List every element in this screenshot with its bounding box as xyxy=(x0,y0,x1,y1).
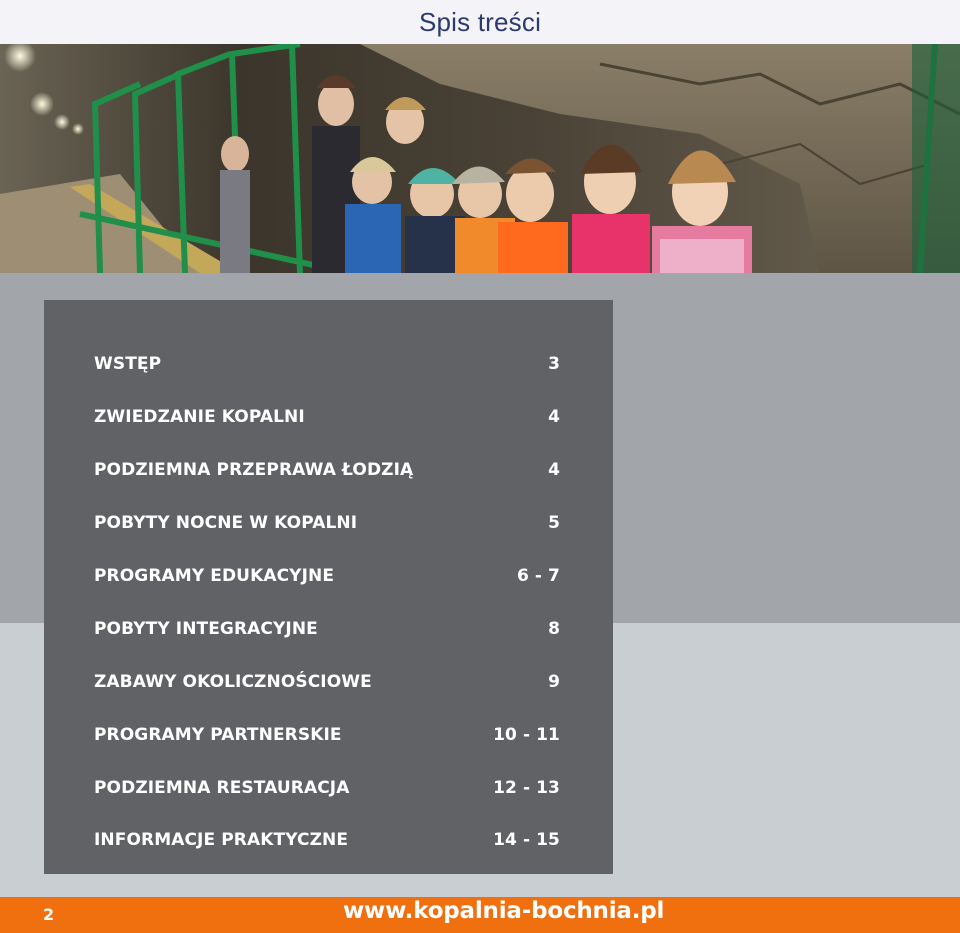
toc-item-page: 14 - 15 xyxy=(493,830,560,851)
toc-item-page: 6 - 7 xyxy=(516,566,560,586)
toc-item[interactable] xyxy=(94,391,560,444)
toc-item[interactable] xyxy=(94,761,560,814)
page-number: 2 xyxy=(43,905,55,924)
toc-item-page: 8 xyxy=(548,618,560,639)
toc-item-page: 10 - 11 xyxy=(493,724,560,745)
toc-item[interactable] xyxy=(94,814,560,867)
toc-item-page: 5 xyxy=(548,513,560,534)
toc-item[interactable] xyxy=(94,550,560,603)
header-photo xyxy=(0,44,960,273)
website-link[interactable]: www.kopalnia-bochnia.pl xyxy=(343,898,665,924)
toc-item-label: PROGRAMY EDUKACYJNE xyxy=(94,566,335,586)
table-of-contents xyxy=(44,300,613,874)
toc-item-label: ZABAWY OKOLICZNOŚCIOWE xyxy=(94,671,372,692)
toc-item[interactable] xyxy=(94,497,560,550)
page-header xyxy=(0,0,960,44)
toc-item[interactable] xyxy=(94,655,560,708)
toc-item[interactable] xyxy=(94,602,560,655)
toc-item-label: POBYTY NOCNE W KOPALNI xyxy=(94,513,358,534)
toc-item-label: PODZIEMNA PRZEPRAWA ŁODZIĄ xyxy=(94,460,414,481)
toc-list xyxy=(94,338,560,867)
toc-item-label: INFORMACJE PRAKTYCZNE xyxy=(94,830,349,851)
page-title: Spis treści xyxy=(418,6,542,37)
toc-item-label: WSTĘP xyxy=(94,354,162,375)
toc-item-page: 9 xyxy=(548,671,560,692)
toc-item-label: POBYTY INTEGRACYJNE xyxy=(94,618,318,639)
toc-item-label: PROGRAMY PARTNERSKIE xyxy=(94,724,342,745)
toc-item[interactable] xyxy=(94,708,560,761)
toc-item-page: 4 xyxy=(548,407,560,428)
toc-item-page: 4 xyxy=(548,460,560,481)
toc-item[interactable] xyxy=(94,444,560,497)
toc-item-label: PODZIEMNA RESTAURACJA xyxy=(94,777,350,798)
toc-item-page: 3 xyxy=(548,354,560,375)
mine-train-photo xyxy=(0,44,960,273)
toc-item[interactable] xyxy=(94,338,560,391)
toc-item-label: ZWIEDZANIE KOPALNI xyxy=(94,407,305,428)
toc-item-page: 12 - 13 xyxy=(493,777,560,798)
page-footer xyxy=(0,897,960,933)
